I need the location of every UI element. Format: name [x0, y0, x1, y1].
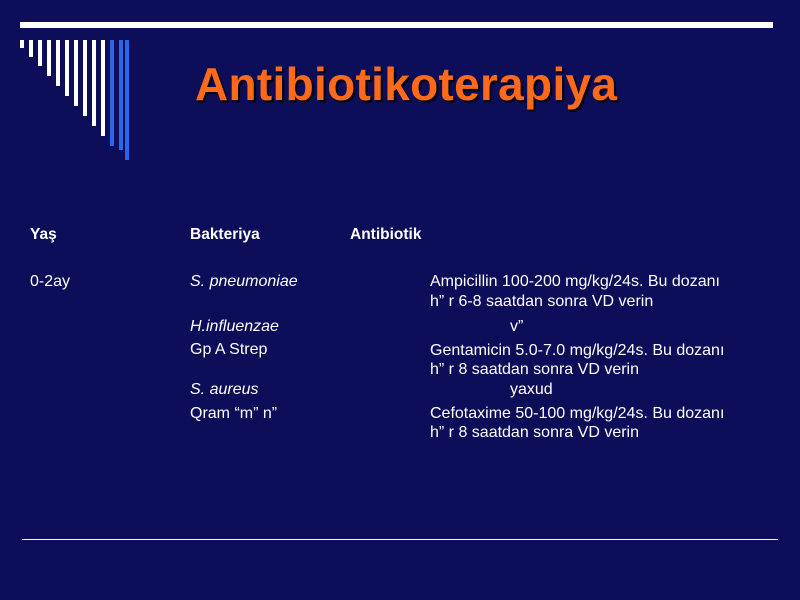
- antibiotic-conjunction: v”: [510, 318, 524, 335]
- stripe: [92, 40, 96, 126]
- antibiotic-line: Ampicillin 100-200 mg/kg/24s. Bu dozanı: [430, 273, 720, 290]
- stripe: [47, 40, 51, 76]
- stripe: [125, 40, 129, 160]
- stripe: [101, 40, 105, 136]
- slide-title: Antibiotikoterapiya: [195, 58, 618, 110]
- antibiotic-line: Cefotaxime 50-100 mg/kg/24s. Bu dozanı: [430, 405, 725, 422]
- decorative-stripes: [0, 0, 140, 170]
- stripe: [38, 40, 42, 66]
- stripe: [56, 40, 60, 86]
- bacteria-item: H.influenzae: [190, 318, 279, 335]
- header-age: Yaş: [30, 226, 57, 243]
- stripe: [110, 40, 114, 146]
- antibiotic-line: Gentamicin 5.0-7.0 mg/kg/24s. Bu dozanı: [430, 342, 725, 359]
- bottom-rule: [22, 539, 778, 540]
- stripe: [83, 40, 87, 116]
- stripe: [74, 40, 78, 106]
- bacteria-item: Gp A Strep: [190, 341, 268, 358]
- stripe: [20, 40, 24, 48]
- stripe: [119, 40, 123, 150]
- antibiotic-line: h” r 6-8 saatdan sonra VD verin: [430, 293, 654, 310]
- antibiotic-conjunction: yaxud: [510, 381, 553, 398]
- bacteria-item: S. pneumoniae: [190, 273, 298, 290]
- bacteria-item: Qram “m” n”: [190, 405, 278, 422]
- antibiotic-line: h” r 8 saatdan sonra VD verin: [430, 424, 639, 441]
- stripe: [65, 40, 69, 96]
- header-antibiotic: Antibiotik: [350, 226, 422, 243]
- stripe: [29, 40, 33, 57]
- bacteria-item: S. aureus: [190, 381, 259, 398]
- age-value: 0-2ay: [30, 273, 71, 290]
- header-bacteria: Bakteriya: [190, 226, 260, 243]
- antibiotic-line: h” r 8 saatdan sonra VD verin: [430, 361, 639, 378]
